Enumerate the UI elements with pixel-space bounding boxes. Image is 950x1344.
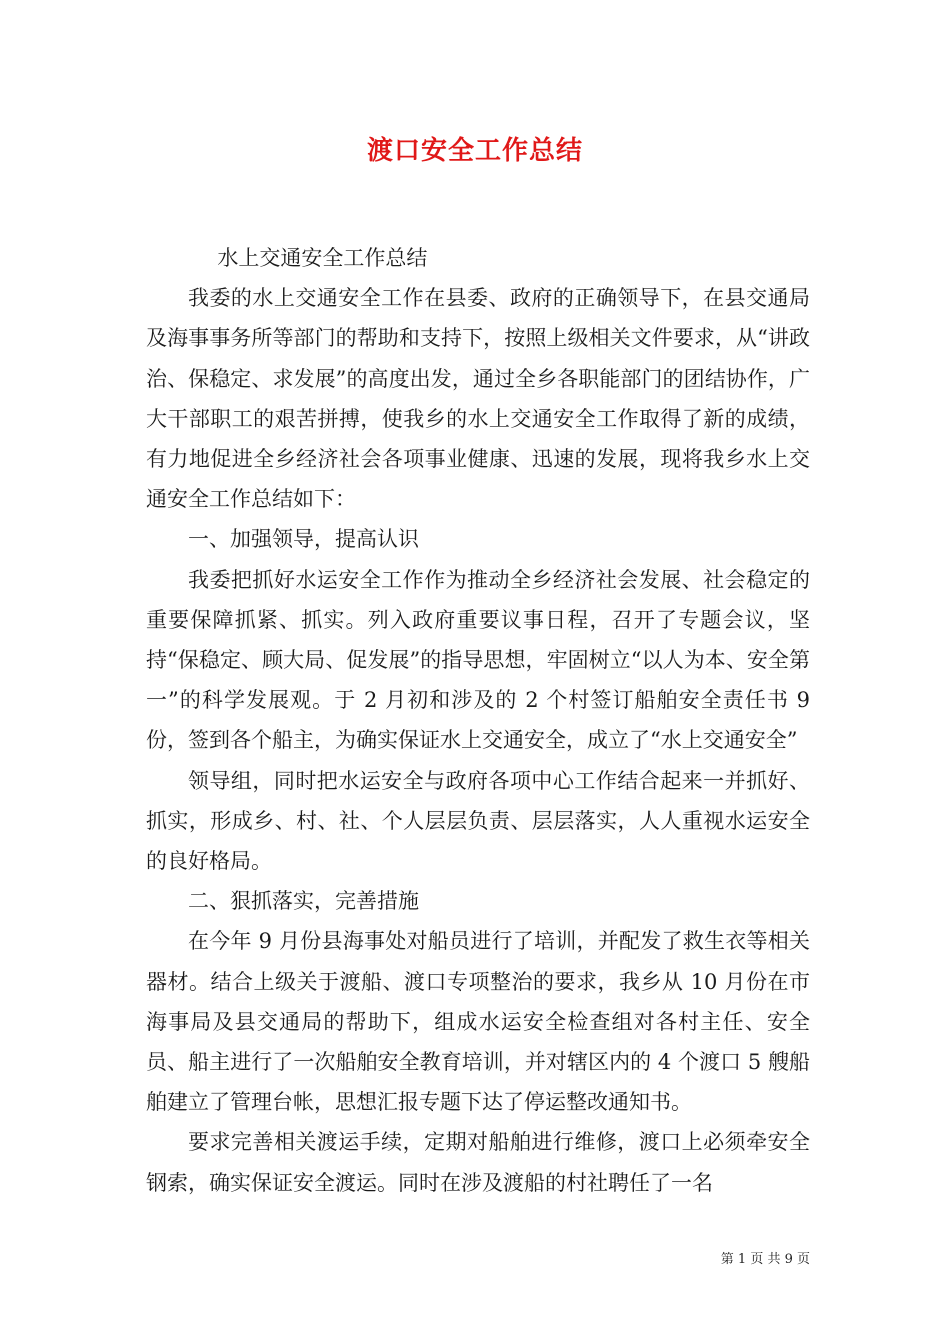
section-heading-1: 一、加强领导，提高认识 [188,527,419,552]
paragraph-section-1-cont: 领导组，同时把水运安全与政府各项中心工作结合起来一并抓好、抓实，形成乡、村、社、个人层层负责、层层落实，人人重视水运安全的良好格局。 [146,768,810,874]
paragraph-section-2-cont: 要求完善相关渡运手续，定期对船舶进行维修，渡口上必须牵安全钢索，确实保证安全渡运。同时在涉及渡船的村社聘任了一名 [146,1130,810,1195]
page-number-footer: 第 1 页 共 9 页 [720,1252,810,1267]
paragraph-section-1: 我委把抓好水运安全工作作为推动全乡经济社会发展、社会稳定的重要保障抓紧、抓实。列入政府重要议事日程，召开了专题会议，坚持“保稳定、顾大局、促发展”的指导思想，牢固树立“以人为本、安全第一”的科学发展观。于 2 月初和涉及的 2 个村签订船舶安全责任书 9 份，签到各个船主，为确实保证水上交通安全，成立了“水上交通安全” [146,567,810,753]
paragraph-intro: 我委的水上交通安全工作在县委、政府的正确领导下，在县交通局及海事事务所等部门的帮助和支持下，按照上级相关文件要求，从“讲政治、保稳定、求发展”的高度出发，通过全乡各职能部门的团结协作，广大干部职工的艰苦拼搏，使我乡的水上交通安全工作取得了新的成绩，有力地促进全乡经济社会各项事业健康、迅速的发展，现将我乡水上交通安全工作总结如下： [146,286,810,512]
paragraph-section-2: 在今年 9 月份县海事处对船员进行了培训，并配发了救生衣等相关器材。结合上级关于渡船、渡口专项整治的要求，我乡从 10 月份在市海事局及县交通局的帮助下，组成水运安全检查组对各村主任、安全员、船主进行了一次船舶安全教育培训，并对辖区内的 4 个渡口 5 艘船舶建立了管理台帐，思想汇报专题下达了停运整改通知书。 [146,929,810,1115]
section-heading-2: 二、狠抓落实，完善措施 [188,889,419,914]
document-body [146,238,810,1203]
section-subtitle: 水上交通安全工作总结 [217,246,428,270]
document-title: 渡口安全工作总结 [366,136,583,166]
